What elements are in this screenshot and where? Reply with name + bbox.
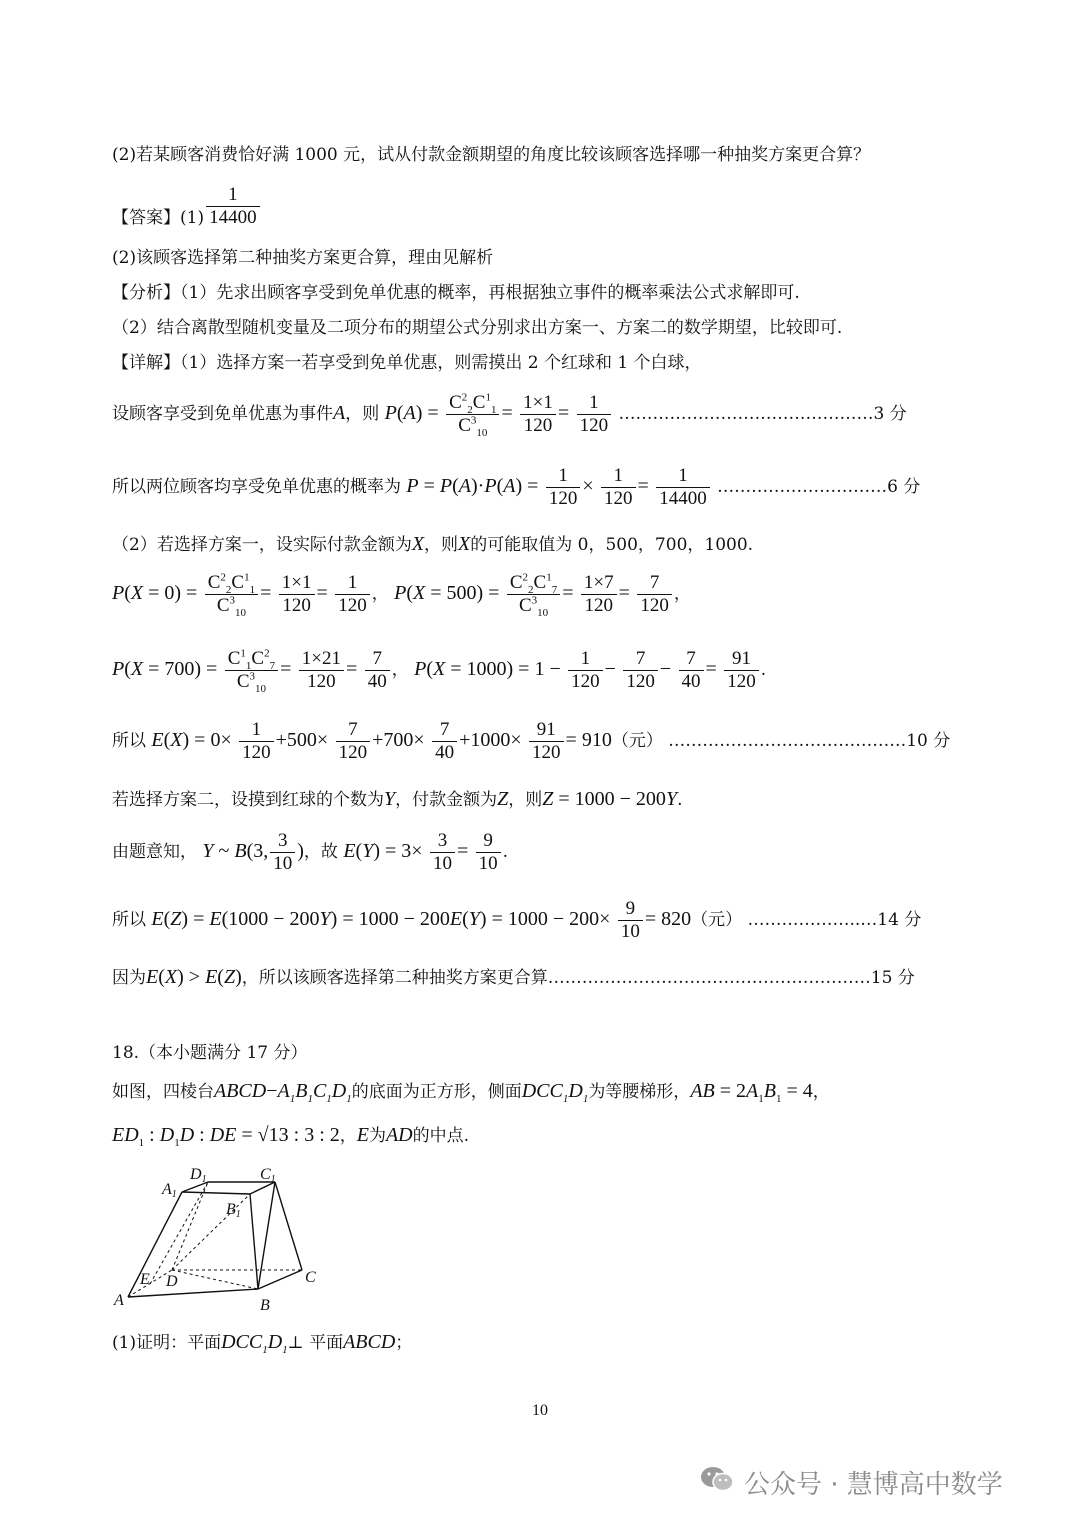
edge-bc [258,1270,302,1289]
edge-db [172,1270,258,1289]
line-x: （2）若选择方案一，设实际付款金额为X，则X的可能取值为 0，500，700，1000. [112,533,754,555]
q18-line1: 如图，四棱台$ABCD-A_1B_1C_1D_1$的底面为正方形，侧面$DCC_1D_1$为等腰梯形，AB = $2A_1B_1 = 4$， [112,1080,830,1105]
wechat-icon [700,1465,734,1500]
label-d1: D1 [190,1166,207,1185]
edge-bc1 [258,1182,275,1289]
answer-label: 【答案】 [112,207,180,228]
q18-line2: $ED_1$ : $D_1D$ : DE = √13 : 3 : 2，E为AD的中点. [112,1124,470,1149]
edge-db1 [172,1194,250,1270]
page-number: 10 [532,1402,548,1419]
watermark [700,1464,1003,1501]
answer1-fraction: $\frac{1}{14400}$ [206,184,260,229]
line-pa: 设顾客享受到免单优惠为事件A，则 P(A) = $\frac{C^2_2C^1_1}{C^3_{10}}$ = $\frac{1\times 1}{120}$ = $\frac{1}{120}$ ………………………………………3 分 [112,391,907,439]
line-by: 由题意知， Y ~ B(3, $\frac{3}{10}$ )，故 E(Y) = 3× $\frac{3}{10}$ = $\frac{9}{10}$ . [112,830,509,874]
label-b1: B1 [226,1201,241,1220]
line-y: 若选择方案二，设摸到红球的个数为Y，付款金额为Z，则Z = 1000 − 200Y. [112,788,683,810]
answer-line: 【答案】(1) $\frac{1}{14400}$ [112,184,262,229]
edge-dd1 [172,1182,208,1270]
label-a: A [114,1292,124,1309]
label-a1: A1 [162,1181,177,1200]
q18-part1: (1)证明：平面$DCC_1D_1\perp$ 平面ABCD； [112,1331,413,1356]
label-c1: C1 [260,1166,276,1185]
frustum-figure [110,1162,330,1317]
q18-header: 18.（本小题满分 17 分） [112,1043,308,1063]
edge-b1a1 [182,1192,250,1194]
detail1: 【详解】（1）选择方案一若享受到免单优惠，则需摸出 2 个红球和 1 个白球， [112,353,702,373]
edge-ab [128,1289,258,1297]
line-ex: 所以 E(X) = 0× $\frac{1}{120}$ +500× $\frac{7}{120}$ +700× $\frac{7}{40}$ +1000× $\frac{91}{120}$ = 910（元） ……………………………………10 分 [112,719,951,763]
label-e: E [140,1271,150,1288]
edge-cc1 [275,1182,302,1270]
line-px0: P(X = 0) = $\frac{C^2_2C^1_1}{C^3_{10}}$ = $\frac{1\times 1}{120}$ = $\frac{1}{120}$ ， P(X = 500) = $\frac{C^2_2C^1_7}{C^3_{10}}$ = $\frac{1\times 7}{120}$ = $\frac{7}{120}$ ， [112,571,691,619]
edge-bb1 [250,1194,258,1289]
label-b: B [260,1297,270,1314]
analysis2: （2）结合离散型随机变量及二项分布的期望公式分别求出方案一、方案二的数学期望，比较即可. [112,318,843,338]
label-d: D [166,1273,178,1290]
line-px700: P(X = 700) = $\frac{C^1_1C^2_7}{C^3_{10}}$ = $\frac{1\times 21}{120}$ = $\frac{7}{40}$ ， P(X = 1000) = 1 − $\frac{1}{120}$ − $\frac{7}{120}$ − $\frac{7}{40}$ = $\frac{91}{120}$ . [112,647,767,695]
watermark-text: 公众号 · 慧博高中数学 [744,1470,1003,1500]
answer2: (2)该顾客选择第二种抽奖方案更合算，理由见解析 [112,248,494,268]
line-ez: 所以 E(Z) = E(1000 − 200Y) = 1000 − 200E(Y) = 1000 − 200× $\frac{9}{10}$ = 820（元） ………………..…14 分 [112,898,922,942]
line-pp: 所以两位顾客均享受免单优惠的概率为 P = P(A)·P(A) = $\frac{1}{120}$ × $\frac{1}{120}$ = $\frac{1}{14400}$ …………………………6 分 [112,465,921,509]
analysis1: 【分析】（1）先求出顾客享受到免单优惠的概率，再根据独立事件的概率乘法公式求解即可. [112,283,800,303]
label-c: C [305,1269,316,1286]
line-compare: 因为E(X) > E(Z)，所以该顾客选择第二种抽奖方案更合算…………………………………………………15 分 [112,966,915,988]
q17-part2-question: (2)若某顾客消费恰好满 1000 元，试从付款金额期望的角度比较该顾客选择哪一种抽奖方案更合算？ [112,145,871,165]
